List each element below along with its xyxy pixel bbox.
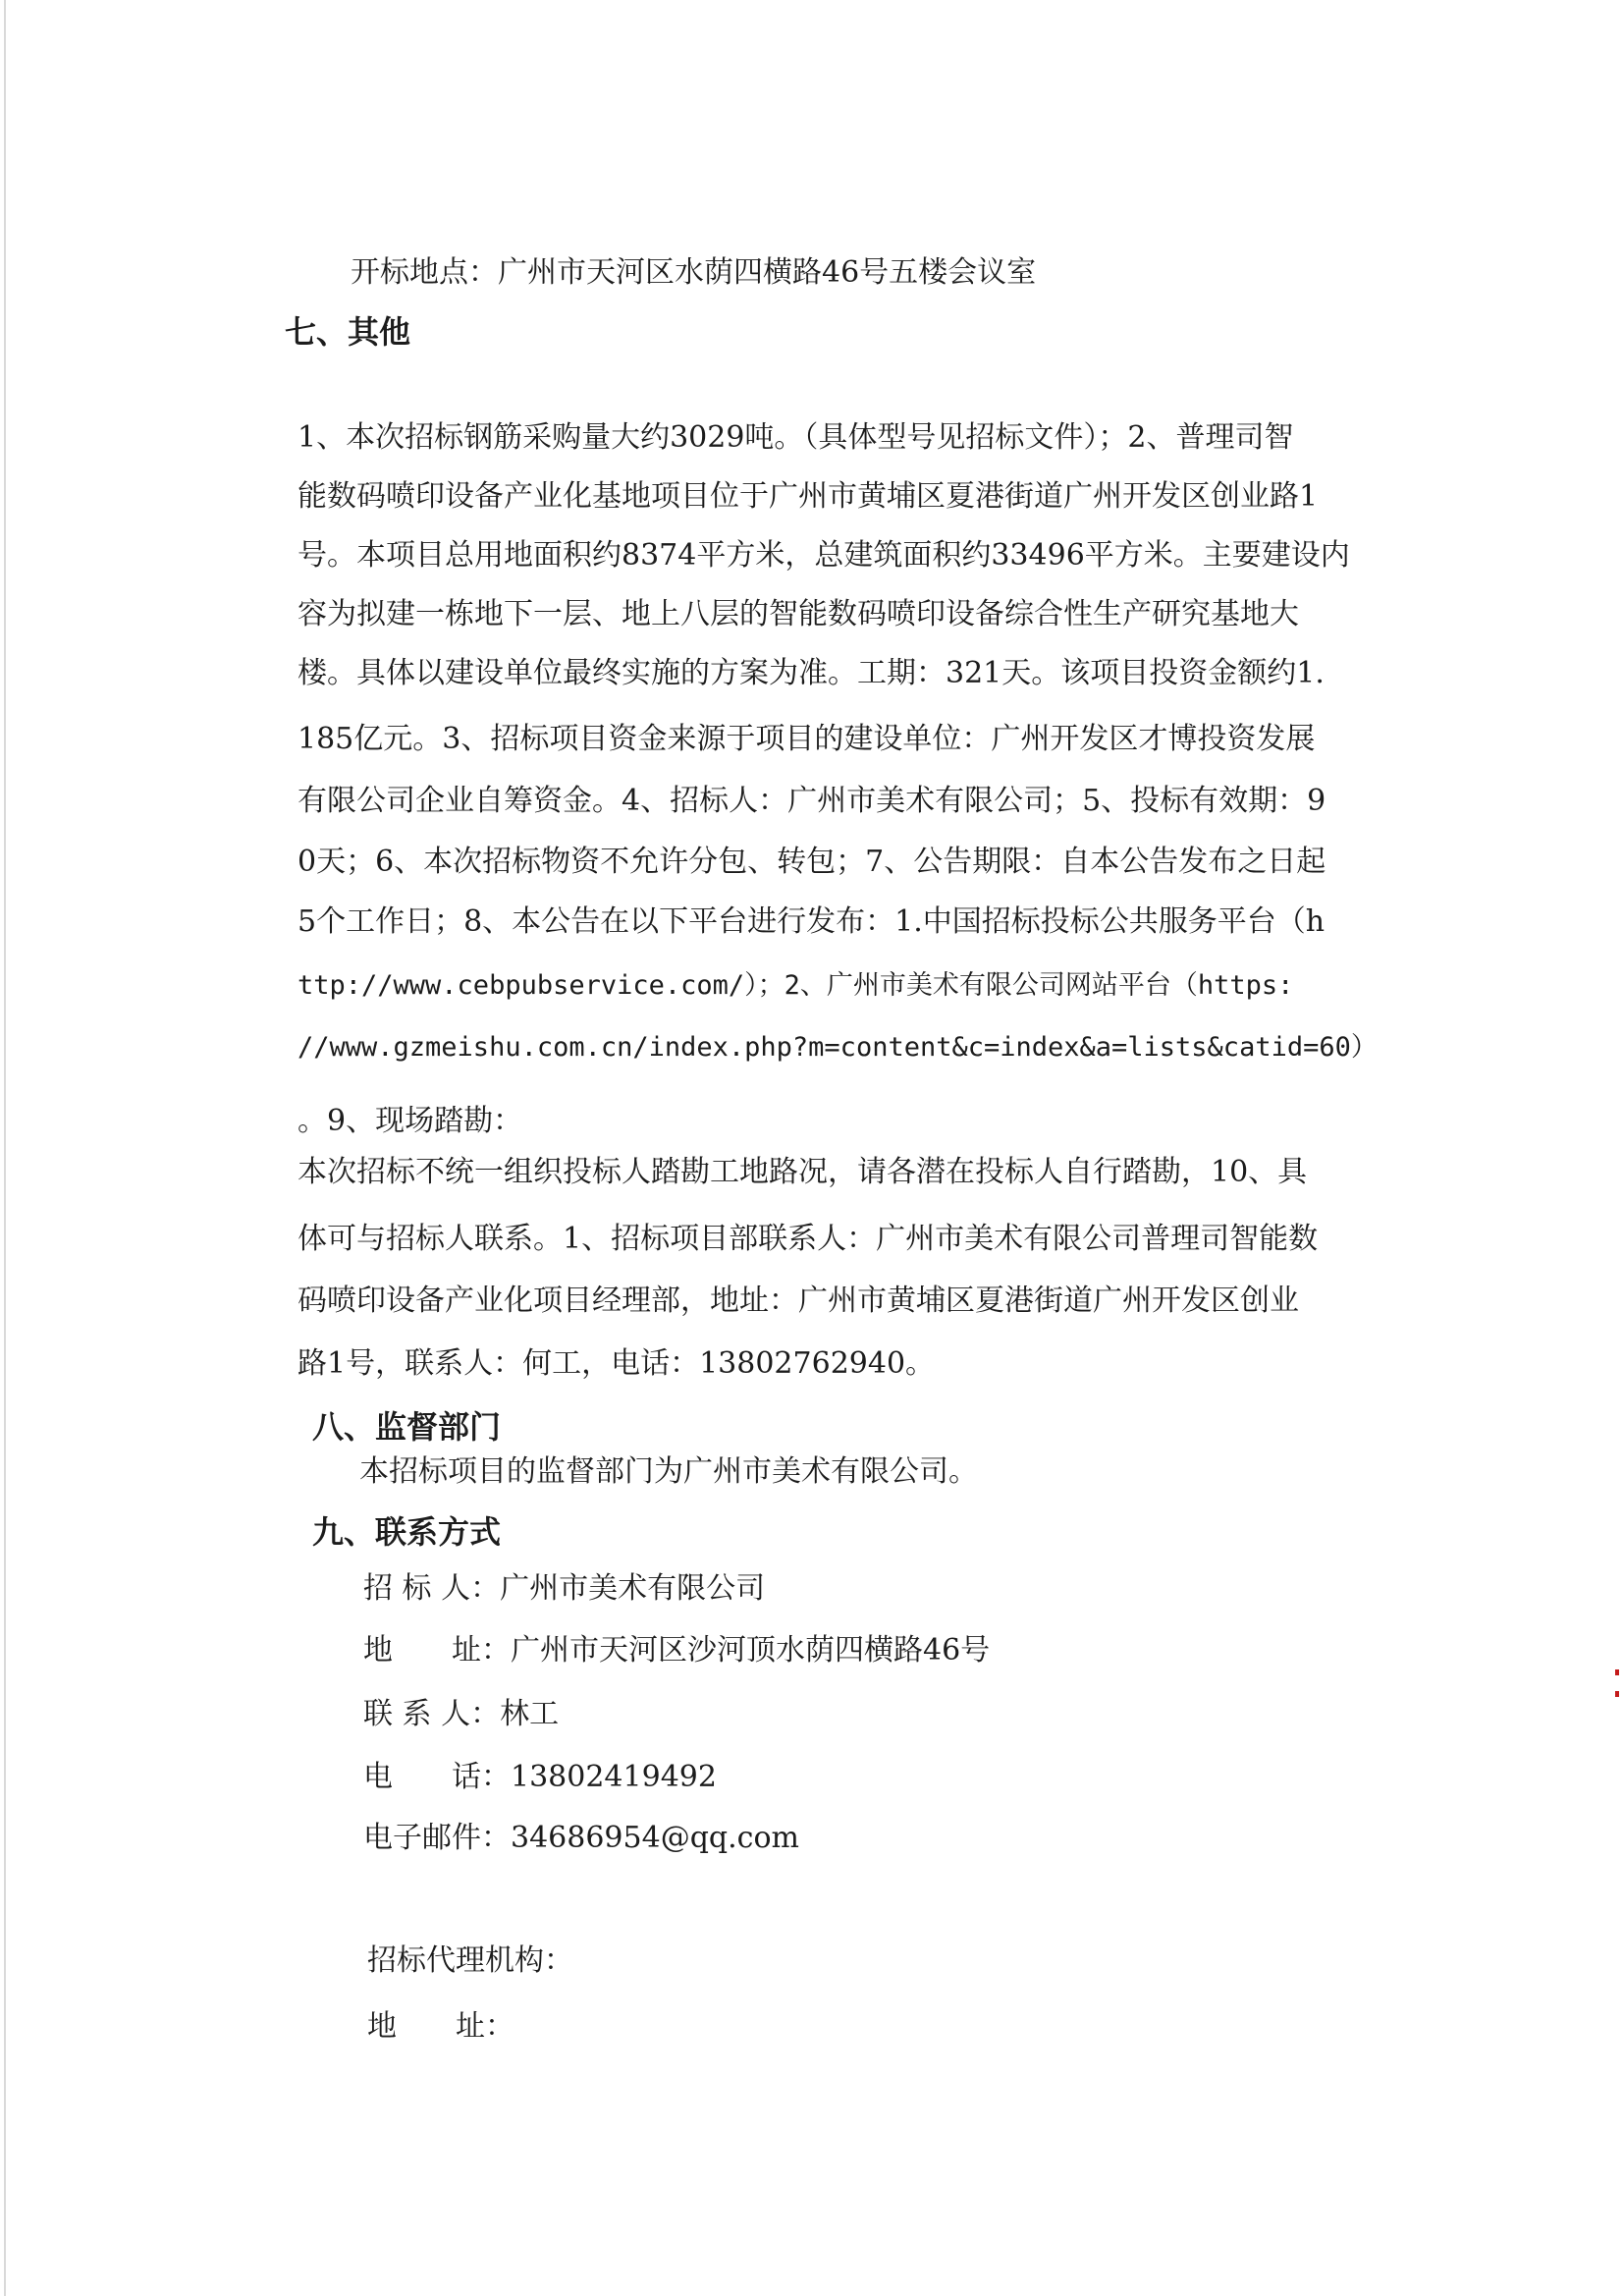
section-7-line: 能数码喷印设备产业化基地项目位于广州市黄埔区夏港街道广州开发区创业路1 xyxy=(298,479,1319,514)
section-7-line: 本次招标不统一组织投标人踏勘工地路况，请各潜在投标人自行踏勘，10、具 xyxy=(298,1155,1308,1189)
section-7-line: //www.gzmeishu.com.cn/index.php?m=content&c=index&a=lists&catid=60） xyxy=(298,1032,1378,1063)
section-9-title: 九、联系方式 xyxy=(312,1513,502,1551)
email-row xyxy=(363,1819,799,1858)
scan-artifact-mark xyxy=(1615,1691,1619,1697)
section-7-line: 路1号，联系人：何工，电话：13802762940。 xyxy=(298,1346,936,1381)
section-7-line: 。9、现场踏勘： xyxy=(298,1104,523,1138)
section-7-line: 号。本项目总用地面积约8374平方米，总建筑面积约33496平方米。主要建设内 xyxy=(298,538,1350,573)
address-row xyxy=(363,1631,990,1670)
section-7-line: 容为拟建一栋地下一层、地上八层的智能数码喷印设备综合性生产研究基地大 xyxy=(298,597,1299,631)
section-7-line: 体可与招标人联系。1、招标项目部联系人：广州市美术有限公司普理司智能数 xyxy=(298,1222,1319,1256)
scan-edge-line xyxy=(4,0,6,2296)
section-7-line: 楼。具体以建设单位最终实施的方案为准。工期：321天。该项目投资金额约1. xyxy=(298,656,1325,690)
section-7-line: 0天；6、本次招标物资不允许分包、转包；7、公告期限：自本公告发布之日起 xyxy=(298,845,1326,879)
section-7-line: 码喷印设备产业化项目经理部，地址：广州市黄埔区夏港街道广州开发区创业 xyxy=(298,1284,1299,1318)
address-value: 广州市天河区沙河顶水荫四横路46号 xyxy=(511,1633,991,1667)
tenderer-label: 招 标 人： xyxy=(363,1571,501,1606)
tenderer-row xyxy=(363,1569,765,1609)
agency-address-label: 地 址： xyxy=(367,2009,514,2044)
supervision-text: 本招标项目的监督部门为广州市美术有限公司。 xyxy=(359,1454,978,1489)
section-7-title: 七、其他 xyxy=(285,313,411,351)
section-7-line: 5个工作日；8、本公告在以下平台进行发布：1.中国招标投标公共服务平台（h xyxy=(298,904,1325,939)
tenderer-value: 广州市美术有限公司 xyxy=(500,1571,766,1606)
phone-label: 电 话： xyxy=(363,1760,511,1794)
phone-row xyxy=(363,1758,717,1797)
scan-artifact-mark xyxy=(1615,1669,1619,1675)
contact-label: 联 系 人： xyxy=(363,1697,501,1731)
section-7-line: ttp://www.cebpubservice.com/）；2、广州市美术有限公司网站平台（https: xyxy=(298,970,1294,1001)
email-label: 电子邮件： xyxy=(363,1821,511,1855)
opening-location: 开标地点：广州市天河区水荫四横路46号五楼会议室 xyxy=(351,255,1037,290)
section-7-line: 1、本次招标钢筋采购量大约3029吨。（具体型号见招标文件）；2、普理司智 xyxy=(298,420,1294,455)
address-label: 地 址： xyxy=(363,1633,511,1667)
phone-value: 13802419492 xyxy=(511,1760,717,1794)
email-value: 34686954@qq.com xyxy=(511,1821,799,1855)
section-8-title: 八、监督部门 xyxy=(312,1408,502,1446)
contact-row xyxy=(363,1695,559,1734)
agency-label: 招标代理机构： xyxy=(367,1943,573,1978)
section-7-line: 有限公司企业自筹资金。4、招标人：广州市美术有限公司；5、投标有效期：9 xyxy=(298,784,1326,818)
contact-value: 林工 xyxy=(500,1697,560,1731)
section-7-line: 185亿元。3、招标项目资金来源于项目的建设单位：广州开发区才博投资发展 xyxy=(298,722,1316,756)
